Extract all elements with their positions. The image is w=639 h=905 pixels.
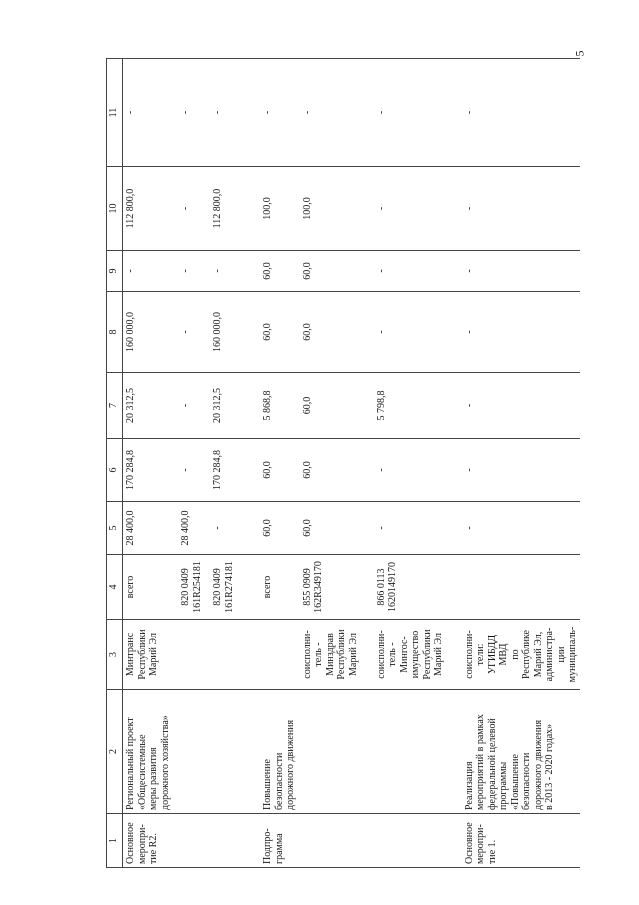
- cell-col-3: [123, 620, 173, 690]
- cell-col-3-line: тели:: [475, 643, 486, 666]
- value-cell-col-5: 60,0: [298, 502, 366, 555]
- cell-col-1-line: Подпро-: [262, 828, 273, 864]
- header-cell-9: 9: [107, 251, 123, 292]
- cell-col-3-line: соисполни-: [463, 630, 475, 679]
- cell-col-2-line: «Повышение: [509, 754, 521, 810]
- cell-col-3: [172, 620, 208, 690]
- cell-col-2-line: безопасности: [273, 752, 285, 810]
- cell-col-1-line: тие R2.: [148, 833, 159, 864]
- cell-col-3-line: ции: [555, 646, 567, 663]
- value-cell-col-11: -: [172, 59, 208, 167]
- page-number: 5: [572, 50, 587, 57]
- value-cell-col-6: 60,0: [298, 439, 366, 502]
- value-cell-col-7: 5 798,8: [366, 373, 454, 439]
- value-cell-col-10: -: [366, 167, 454, 251]
- cell-col-1-line: Основное: [463, 822, 475, 864]
- cell-col-1: [123, 814, 173, 868]
- value-cell-col-7: 60,0: [298, 373, 366, 439]
- cell-col-1-line: меропри-: [475, 824, 486, 864]
- cell-col-3-line: Марий Эл: [347, 633, 359, 676]
- cell-col-3-line: Марий Эл: [433, 633, 444, 676]
- table-row: [298, 59, 366, 868]
- table-row: [454, 59, 580, 868]
- cell-col-2-line: федеральной целевой: [486, 718, 498, 810]
- table-row: [208, 59, 252, 868]
- value-cell-col-6: -: [172, 439, 208, 502]
- value-cell-col-8: -: [172, 292, 208, 373]
- value-cell-col-7: 20 312,5: [123, 373, 173, 439]
- cell-col-3-line: Марий Эл,: [532, 631, 544, 678]
- cell-col-4-line: 820 0409: [180, 568, 191, 606]
- cell-col-3-line: муниципаль-: [567, 626, 578, 683]
- cell-col-3-line: Марий Эл: [148, 633, 159, 676]
- cell-col-3-line: тель -: [387, 642, 398, 667]
- header-cell-10: 10: [107, 167, 123, 251]
- cell-col-1: [172, 814, 208, 868]
- rotated-table-container: [106, 59, 578, 868]
- header-cell-4: 4: [107, 555, 123, 620]
- value-cell-col-8: -: [454, 292, 580, 373]
- cell-col-4-line: 162R349170: [313, 561, 324, 613]
- cell-col-3-line: Мингос-: [398, 636, 410, 673]
- cell-col-3: [252, 620, 298, 690]
- cell-col-3: [208, 620, 252, 690]
- table-header-row: [107, 59, 123, 868]
- value-cell-col-11: -: [123, 59, 173, 167]
- table-row: [252, 59, 298, 868]
- cell-col-3: [454, 620, 580, 690]
- value-cell-col-6: -: [454, 439, 580, 502]
- header-cell-2: 2: [107, 690, 123, 814]
- cell-col-3-line: Минтранс: [125, 632, 136, 677]
- value-cell-col-8: 60,0: [298, 292, 366, 373]
- cell-col-4: [172, 555, 208, 620]
- cell-col-2-line: дорожного движения: [285, 719, 296, 810]
- table-row: [172, 59, 208, 868]
- cell-col-4: [252, 555, 298, 620]
- header-cell-7: 7: [107, 373, 123, 439]
- value-cell-col-10: -: [454, 167, 580, 251]
- cell-col-3-line: Минздрав: [324, 633, 336, 676]
- cell-col-2-line: Повышение: [262, 759, 273, 810]
- cell-col-3-line: МВД: [498, 643, 509, 666]
- cell-col-4-line: всего: [125, 575, 136, 599]
- value-cell-col-7: -: [454, 373, 580, 439]
- value-cell-col-9: -: [454, 251, 580, 292]
- header-cell-8: 8: [107, 292, 123, 373]
- cell-col-1-line: меропри-: [136, 824, 148, 864]
- cell-col-2: [366, 690, 454, 814]
- cell-col-4-line: 1620149170: [387, 562, 398, 612]
- cell-col-3-line: Республики: [421, 629, 433, 680]
- value-cell-col-8: -: [366, 292, 454, 373]
- value-cell-col-10: -: [172, 167, 208, 251]
- cell-col-2: [123, 690, 173, 814]
- value-cell-col-11: -: [298, 59, 366, 167]
- cell-col-3-line: соисполни-: [375, 630, 387, 679]
- cell-col-2-line: дорожного хозяйства»: [159, 715, 171, 810]
- value-cell-col-7: 5 868,8: [252, 373, 298, 439]
- cell-col-3: [298, 620, 366, 690]
- cell-col-1: [252, 814, 298, 868]
- cell-col-2: [172, 690, 208, 814]
- value-cell-col-6: -: [366, 439, 454, 502]
- cell-col-2: [252, 690, 298, 814]
- cell-col-2-line: безопасности: [521, 752, 532, 810]
- cell-col-2: [208, 690, 252, 814]
- value-cell-col-10: 100,0: [298, 167, 366, 251]
- cell-col-1: [366, 814, 454, 868]
- cell-col-3-line: Республике: [521, 630, 532, 680]
- header-cell-5: 5: [107, 502, 123, 555]
- value-cell-col-6: 170 284,8: [208, 439, 252, 502]
- header-cell-3: 3: [107, 620, 123, 690]
- value-cell-col-6: 170 284,8: [123, 439, 173, 502]
- value-cell-col-11: -: [208, 59, 252, 167]
- cell-col-2-line: меры развития: [148, 747, 159, 810]
- cell-col-4: [454, 555, 580, 620]
- value-cell-col-8: 160 000,0: [208, 292, 252, 373]
- cell-col-1-line: тие 1.: [486, 839, 498, 864]
- cell-col-4-line: 820 0409: [212, 568, 223, 606]
- value-cell-col-9: -: [172, 251, 208, 292]
- value-cell-col-5: -: [454, 502, 580, 555]
- value-cell-col-11: -: [252, 59, 298, 167]
- cell-col-1-line: Основное: [125, 822, 136, 864]
- cell-col-1: [454, 814, 580, 868]
- table-row: [123, 59, 173, 868]
- value-cell-col-5: 28 400,0: [123, 502, 173, 555]
- value-cell-col-10: 112 800,0: [208, 167, 252, 251]
- cell-col-3-line: по: [509, 649, 521, 660]
- cell-col-2-line: дорожного движения: [532, 719, 544, 810]
- value-cell-col-9: -: [123, 251, 173, 292]
- header-cell-1: 1: [107, 814, 123, 868]
- cell-col-2-line: Реализация: [463, 761, 475, 810]
- cell-col-4: [298, 555, 366, 620]
- cell-col-3-line: Республики: [336, 629, 347, 680]
- cell-col-4-line: 161R274181: [223, 561, 235, 613]
- header-cell-6: 6: [107, 439, 123, 502]
- cell-col-4: [123, 555, 173, 620]
- cell-col-3-line: УГИБДД: [486, 634, 498, 675]
- cell-col-2-line: Региональный проект: [125, 717, 136, 810]
- cell-col-4-line: 161R254181: [191, 561, 203, 613]
- cell-col-2: [298, 690, 366, 814]
- cell-col-2-line: в 2013 - 2020 годах»: [544, 723, 555, 810]
- cell-col-4-line: всего: [262, 575, 273, 599]
- cell-col-3-line: Республики: [136, 629, 148, 680]
- cell-col-1-line: грамма: [273, 833, 285, 864]
- value-cell-col-5: 28 400,0: [172, 502, 208, 555]
- value-cell-col-11: -: [366, 59, 454, 167]
- cell-col-1: [208, 814, 252, 868]
- cell-col-4: [208, 555, 252, 620]
- cell-col-2-line: мероприятий в рамках: [475, 714, 486, 810]
- cell-col-2-line: программы: [498, 761, 509, 810]
- value-cell-col-6: 60,0: [252, 439, 298, 502]
- value-cell-col-8: 160 000,0: [123, 292, 173, 373]
- budget-table: [106, 58, 580, 868]
- value-cell-col-7: -: [172, 373, 208, 439]
- cell-col-4-line: 866 0113: [375, 568, 387, 606]
- value-cell-col-9: 60,0: [252, 251, 298, 292]
- value-cell-col-9: -: [366, 251, 454, 292]
- cell-col-3-line: соисполни-: [301, 630, 313, 679]
- value-cell-col-7: 20 312,5: [208, 373, 252, 439]
- value-cell-col-5: 60,0: [252, 502, 298, 555]
- value-cell-col-11: -: [454, 59, 580, 167]
- value-cell-col-10: 112 800,0: [123, 167, 173, 251]
- cell-col-4-line: 855 0909: [301, 568, 313, 606]
- cell-col-3-line: имущество: [410, 630, 421, 679]
- cell-col-3: [366, 620, 454, 690]
- cell-col-2: [454, 690, 580, 814]
- value-cell-col-8: 60,0: [252, 292, 298, 373]
- header-cell-11: 11: [107, 59, 123, 167]
- table-row: [366, 59, 454, 868]
- cell-col-3-line: тель -: [313, 642, 324, 667]
- cell-col-2-line: «Общесистемные: [136, 734, 148, 810]
- value-cell-col-9: -: [208, 251, 252, 292]
- cell-col-3-line: администра-: [544, 627, 555, 682]
- value-cell-col-5: -: [208, 502, 252, 555]
- value-cell-col-5: -: [366, 502, 454, 555]
- cell-col-4: [366, 555, 454, 620]
- cell-col-1: [298, 814, 366, 868]
- value-cell-col-9: 60,0: [298, 251, 366, 292]
- value-cell-col-10: 100,0: [252, 167, 298, 251]
